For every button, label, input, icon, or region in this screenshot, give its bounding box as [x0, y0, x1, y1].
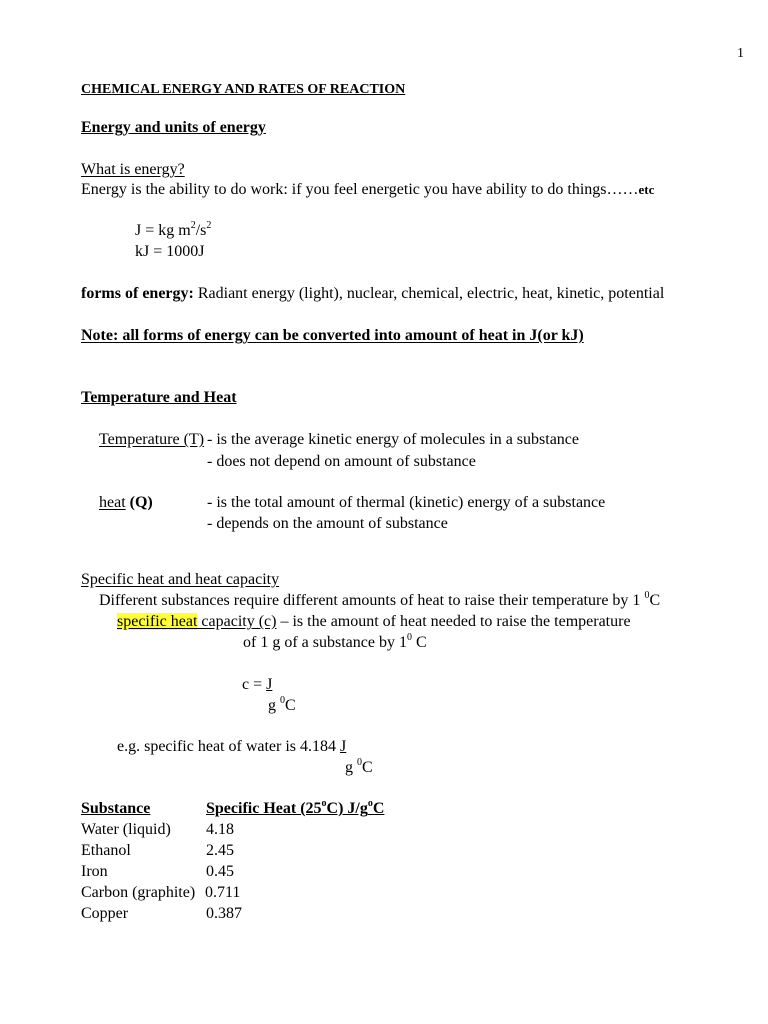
question-what-is-energy: What is energy? [81, 161, 185, 178]
formula-lhs: c = [242, 676, 267, 693]
header-sh-prefix: Specific Heat (25 [206, 800, 322, 817]
header-sh-sup2: o [367, 798, 373, 809]
example-den-prefix: g [345, 759, 357, 776]
joule-unit-sup2: 2 [206, 220, 212, 231]
specific-heat-term-rest: capacity (c) [197, 613, 277, 630]
example-den-sup: 0 [357, 757, 362, 768]
specific-heat-def2-unit: C [411, 634, 427, 651]
document-title: CHEMICAL ENERGY AND RATES OF REACTION [81, 82, 406, 97]
example-denominator [345, 757, 373, 776]
formula-den-sup: 0 [280, 695, 285, 706]
example-text: e.g. specific heat of water is 4.184 [117, 738, 341, 755]
specific-heat-table [81, 800, 384, 926]
heat-symbol: (Q) [129, 494, 153, 511]
page-number: 1 [737, 46, 744, 61]
specific-heat-capacity-definition [117, 614, 631, 630]
specific-heat-def2-text: of 1 g of a substance by 1 [243, 634, 407, 651]
formula-den-prefix: g [268, 697, 280, 714]
joule-unit-prefix: J = kg m [135, 222, 191, 239]
table-cell-value: 0.711 [205, 884, 241, 901]
joule-unit-mid: /s [195, 222, 207, 239]
table-cell-value: 4.18 [206, 821, 234, 838]
table-cell-value: 0.387 [206, 905, 242, 922]
table-header-row [81, 800, 384, 821]
specific-heat-def2-sup: 0 [406, 632, 412, 643]
heat-term: heat [99, 494, 126, 511]
energy-definition-etc: etc [638, 182, 655, 197]
table-cell-substance: Copper [81, 905, 129, 922]
section-heading-energy-units: Energy and units of energy [81, 119, 266, 136]
specific-heat-intro [99, 590, 661, 609]
table-cell-substance: Ethanol [81, 842, 131, 859]
table-row [81, 842, 384, 863]
header-sh-suffix: C [372, 800, 385, 817]
table-cell-substance: Water (liquid) [81, 821, 171, 838]
header-sh-mid: C) J/g [326, 800, 368, 817]
table-cell-value: 2.45 [206, 842, 234, 859]
forms-of-energy-list: Radiant energy (light), nuclear, chemical, electric, heat, kinetic, potential [193, 285, 665, 302]
example-numerator: J [340, 738, 347, 755]
table-row [81, 905, 384, 926]
table-row [81, 821, 384, 842]
forms-of-energy [81, 286, 664, 302]
specific-heat-highlight: specific heat [117, 613, 198, 630]
table-row [81, 884, 384, 905]
table-cell-value: 0.45 [206, 863, 234, 880]
table-header-substance: Substance [81, 800, 151, 817]
heat-term-line [99, 495, 153, 511]
table-row [81, 863, 384, 884]
joule-unit-sup1: 2 [190, 220, 196, 231]
kilojoule-unit: kJ = 1000J [135, 243, 205, 260]
specific-heat-definition-line2 [243, 632, 427, 651]
specific-heat-definition-text: – is the amount of heat needed to raise the temperature [276, 613, 631, 630]
water-specific-heat-example [117, 739, 346, 755]
table-header-specific-heat [206, 800, 384, 821]
header-sh-sup1: o [321, 798, 327, 809]
energy-definition [81, 182, 654, 198]
formula-den-unit: C [285, 697, 296, 714]
temperature-definition-2: - does not depend on amount of substance [207, 453, 476, 470]
energy-conversion-note: Note: all forms of energy can be converted into amount of heat in J(or kJ) [81, 327, 584, 344]
example-den-unit: C [362, 759, 373, 776]
formula-numerator-line [242, 677, 272, 693]
specific-heat-intro-unit: C [649, 592, 661, 609]
section-heading-temperature-heat: Temperature and Heat [81, 389, 237, 406]
temperature-term: Temperature (T) [99, 431, 205, 448]
heat-definition-1: - is the total amount of thermal (kinetic) energy of a substance [207, 494, 606, 511]
formula-numerator: J [266, 676, 273, 693]
section-heading-specific-heat: Specific heat and heat capacity [81, 571, 280, 588]
table-cell-substance: Iron [81, 863, 108, 880]
temperature-definition-1: - is the average kinetic energy of molecules in a substance [207, 431, 580, 448]
heat-definition-2: - depends on the amount of substance [207, 515, 448, 532]
energy-definition-text: Energy is the ability to do work: if you feel energetic you have ability to do things…… [81, 181, 639, 198]
joule-unit-formula [135, 220, 212, 239]
forms-of-energy-label: forms of energy: [81, 285, 194, 302]
formula-denominator [268, 695, 296, 714]
specific-heat-intro-text: Different substances require different amounts of heat to raise their temperature by 1 [99, 592, 645, 609]
specific-heat-intro-sup: 0 [644, 590, 650, 601]
table-cell-substance: Carbon (graphite) [81, 884, 196, 901]
